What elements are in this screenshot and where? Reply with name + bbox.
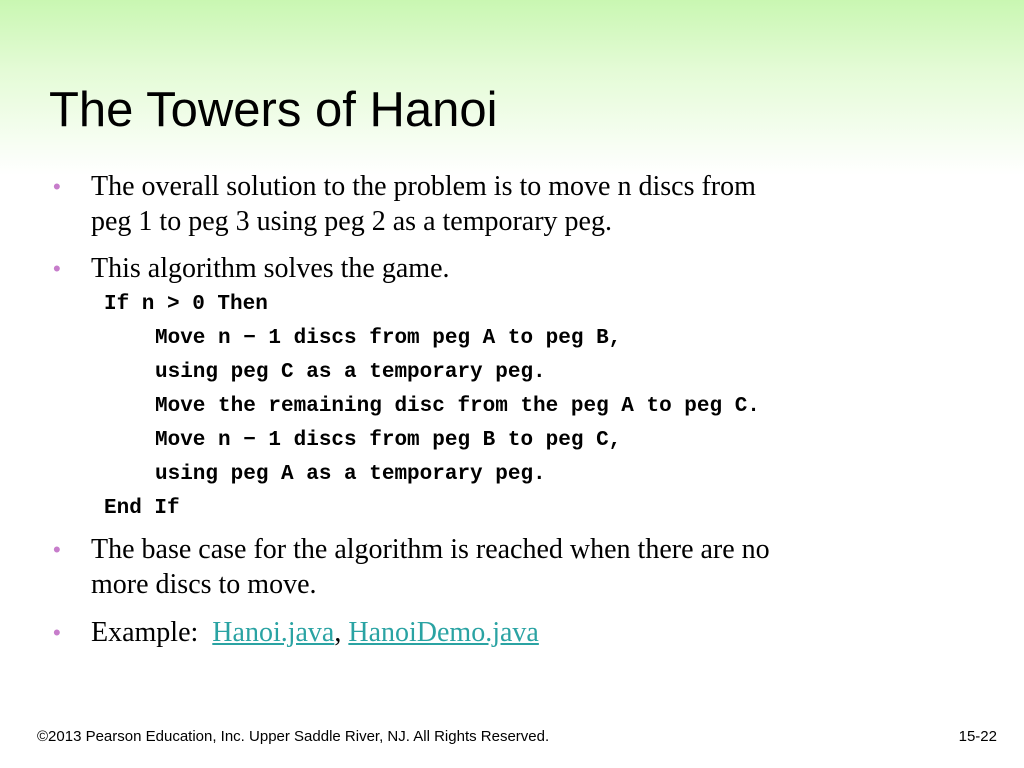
bullet-icon: • [53, 620, 61, 645]
bullet-text-line: The base case for the algorithm is reached when there are no [91, 534, 770, 565]
code-line: If n > 0 Then [104, 293, 268, 316]
link-separator: , [334, 617, 342, 648]
bullet-text-line: peg 1 to peg 3 using peg 2 as a temporary peg. [91, 206, 612, 237]
slide-title: The Towers of Hanoi [49, 83, 498, 137]
bullet-text-line: This algorithm solves the game. [91, 253, 450, 284]
hanoidemo-java-link[interactable]: HanoiDemo.java [348, 617, 539, 648]
slide-page-number: 15-22 [958, 728, 997, 745]
bullet-text-line: more discs to move. [91, 569, 317, 600]
bullet-text [91, 169, 951, 239]
bullet-text-line: The overall solution to the problem is to move n discs from [91, 171, 756, 202]
code-line: using peg C as a temporary peg. [155, 361, 546, 384]
code-line: Move n − 1 discs from peg A to peg B, [155, 327, 622, 350]
bullet-icon: • [53, 174, 61, 199]
footer-copyright: ©2013 Pearson Education, Inc. Upper Saddle River, NJ. All Rights Reserved. [37, 728, 550, 745]
bullet-icon: • [53, 537, 61, 562]
bullet-text [91, 615, 951, 650]
code-line: using peg A as a temporary peg. [155, 463, 546, 486]
hanoi-java-link[interactable]: Hanoi.java [212, 617, 335, 648]
bullet-text [91, 251, 951, 286]
example-label: Example: [91, 617, 199, 648]
code-line: Move n − 1 discs from peg B to peg C, [155, 429, 622, 452]
bullet-text [91, 532, 951, 602]
bullet-icon: • [53, 256, 61, 281]
code-line: Move the remaining disc from the peg A to peg C. [155, 395, 760, 418]
code-line: End If [104, 497, 180, 520]
